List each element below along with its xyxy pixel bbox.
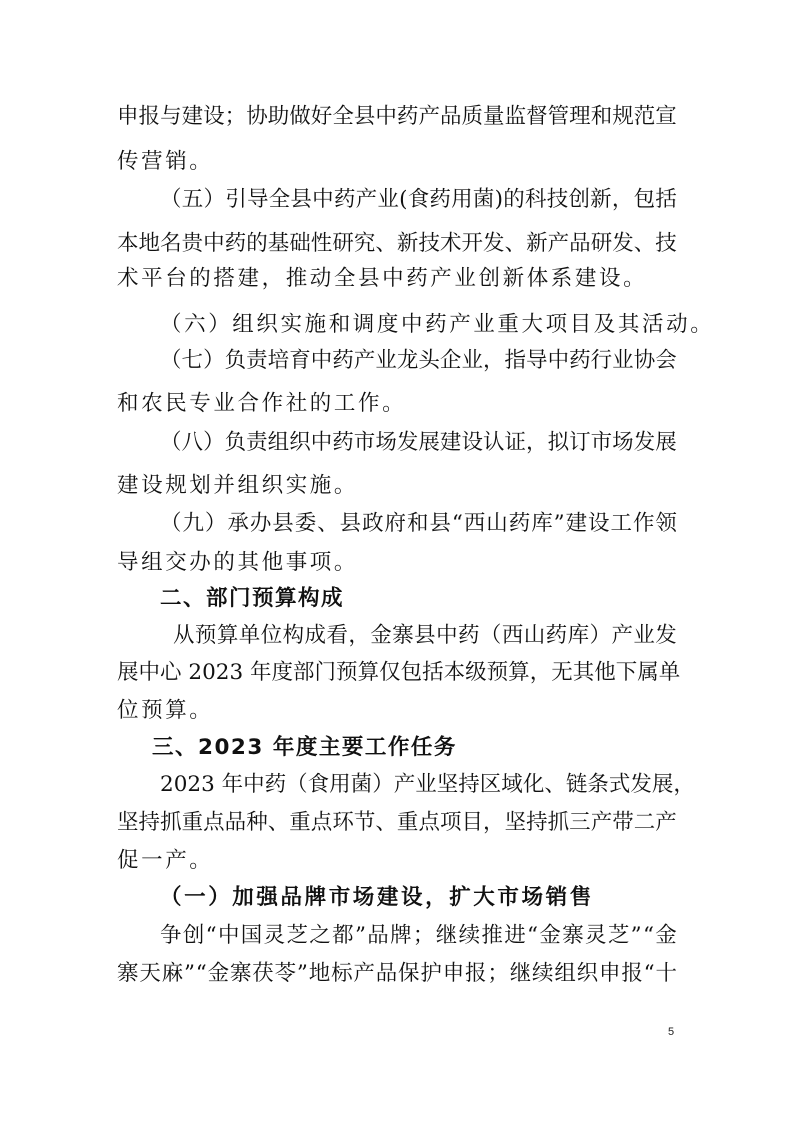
text-line-23: 寨 天 麻 ” “ 金 寨 茯 苓 ” 地 标 产 品 保 护 申 报 ； 继 续 组 织 申 报 “ 十 bbox=[117, 961, 677, 986]
text-line-19: 坚 持 抓 重 点 品 种 、 重 点 环 节 、 重 点 项 目 ， 坚 持 抓 三 产 带 二 产 bbox=[117, 810, 677, 835]
text-line-20: 促一产。 bbox=[117, 848, 214, 873]
text-line-2: 传营销。 bbox=[117, 149, 214, 174]
text-line-14: 从 预 算 单 位 构 成 看 ， 金 寨 县 中 药 （ 西 山 药 库 ） 产 业 发 bbox=[173, 623, 677, 648]
text-line-21: （一）加强品牌市场建设，扩大市场销售 bbox=[160, 885, 594, 910]
text-line-11: （ 九 ） 承 办 县 委 、 县 政 府 和 县 “ 西 山 药 库 ” 建 设 工 作 领 bbox=[160, 511, 677, 536]
text-line-22: 争 创 “ 中 国 灵 芝 之 都 ” 品 牌 ； 继 续 推 进 “ 金 寨 灵 芝 ” “ 金 bbox=[160, 923, 677, 948]
text-line-8: 和农民专业合作社的工作。 bbox=[117, 391, 407, 416]
text-line-17: 三、2023 年度主要工作任务 bbox=[152, 735, 457, 760]
page-number: 5 bbox=[668, 1026, 675, 1038]
text-line-15: 展 中 心 2 0 2 3 年 度 部 门 预 算 仅 包 括 本 级 预 算 ， 无 其 他 下 属 单 bbox=[117, 660, 681, 685]
text-line-10: 建设规划并组织实施。 bbox=[117, 473, 359, 498]
text-line-5: 术平台的搭建，推动全县中药产业创新体系建设。 bbox=[117, 266, 648, 291]
text-line-1: 申 报 与 建 设 ； 协 助 做 好 全 县 中 药 产 品 质 量 监 督 管 理 和 规 范 宣 bbox=[117, 104, 677, 129]
text-line-7: （ 七 ） 负 责 培 育 中 药 产 业 龙 头 企 业 ， 指 导 中 药 行 业 协 会 bbox=[160, 348, 677, 373]
text-line-13: 二、部门预算构成 bbox=[160, 586, 345, 611]
text-line-12: 导组交办的其他事项。 bbox=[117, 550, 359, 575]
text-line-16: 位预算。 bbox=[117, 698, 214, 723]
text-line-3: （ 五 ） 引 导 全 县 中 药 产 业 ( 食 药 用 菌 ) 的 科 技 创 新 ， 包 括 bbox=[160, 187, 677, 212]
text-line-6: （六）组织实施和调度中药产业重大项目及其活动。 bbox=[160, 312, 715, 337]
text-line-9: （ 八 ） 负 责 组 织 中 药 市 场 发 展 建 设 认 证 ， 拟 订 市 场 发 展 bbox=[160, 430, 677, 455]
text-line-4: 本 地 名 贵 中 药 的 基 础 性 研 究 、 新 技 术 开 发 、 新 产 品 研 发 、 技 bbox=[117, 231, 677, 256]
text-line-18: 2 0 2 3 年 中 药 （ 食 用 菌 ） 产 业 坚 持 区 域 化 、 链 条 式 发 展 ， bbox=[160, 772, 695, 797]
